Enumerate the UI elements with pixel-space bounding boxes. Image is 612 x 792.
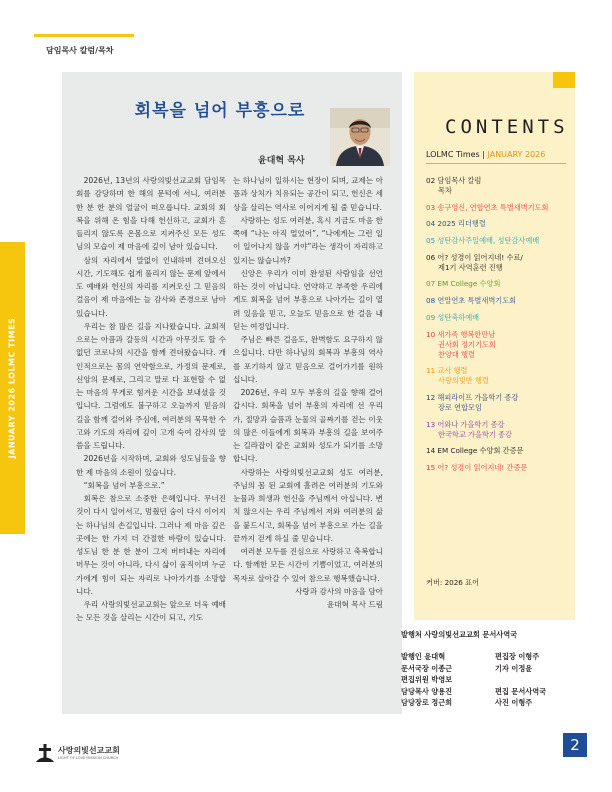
paragraph: 여러분 모두를 진심으로 사랑하고 축복합니다. 함께한 모든 시간이 기쁨이었고, 여러분의 목자로 살아갈 수 있어 참으로 행복했습니다.: [233, 547, 383, 583]
toc-subtitle-date: JANUARY 2026: [487, 150, 546, 159]
paragraph: 2026년, 우리 모두 부흥의 길을 향해 걸어갑시다. 회복을 넘어 부흥의 자리에 선 우리가, 절망과 슬픔과 눈물의 골짜기를 걷는 이웃의 많은 이들에게 회복과 부흥의 길을 보여주는 길라잡이 같은 교회와 성도가 되기를 소망합니다.: [233, 388, 383, 464]
toc-item[interactable]: 09 성탄축하예배: [426, 312, 480, 322]
header-accent-bar: [34, 34, 134, 37]
toc-item[interactable]: 12 해피라이프 가을학기 종강 장로 연합모임: [426, 392, 519, 412]
church-name: 사랑의빛선교교회: [58, 746, 120, 755]
paragraph: 사랑하는 사랑의빛선교교회 성도 여러분, 주님의 몸 된 교회에 흘려온 여러분의 기도와 눈물과 희생과 헌신을 주님께서 아십니다. 변치 않으시는 우리 주님께서 저와 여러분의 삶을 붙드시고, 회복을 넘어 부흥으로 가는 길을 끝까지 걷게 하실 줄 믿습니다.: [233, 467, 383, 543]
publisher-credits: [401, 651, 571, 709]
church-logo-icon: [34, 742, 56, 764]
toc-item[interactable]: 14 EM College 수양회 간증문: [426, 446, 524, 456]
paragraph: 우리 사랑의빛선교교회는 앞으로 더욱 예배는 모든 것을 살리는 시간이 되고, 기도: [76, 600, 226, 623]
paragraph: 신앙은 우리가 이미 완성된 사람임을 선언하는 것이 아닙니다. 연약하고 부족한 우리에게도 회복을 넘어 부흥으로 나아가는 길이 열려 있음을 믿고, 오늘도 믿음으로 한 걸음 내딛는 여정입니다.: [233, 268, 383, 331]
paragraph: 주님은 빠른 걸음도, 완벽함도 요구하지 않으십니다. 다만 하나님의 회복과 부흥의 역사를 포기하지 않고 믿음으로 걸어가기를 원하십니다.: [233, 335, 383, 384]
author-name: 윤대혁 목사: [258, 156, 305, 166]
credit-row: 담당목사 양용진 편집 문서사역국: [401, 686, 547, 696]
contents-title: CONTENTS: [445, 116, 569, 138]
article-column-right: [233, 174, 383, 611]
article-title: 회복을 넘어 부흥으로: [134, 101, 306, 121]
toc-item[interactable]: 08 연말연초 특별새벽기도회: [426, 296, 517, 306]
credit-row: 편집위원 박영보: [401, 675, 453, 685]
toc-subtitle: [426, 150, 545, 159]
toc-subtitle-prefix: LOLMC Times |: [426, 150, 485, 159]
toc-item[interactable]: 06 어? 성경이 읽어지네! 수료/ 제1기 사역훈련 진행: [426, 252, 523, 272]
credit-row: 문서국장 이종근 기자 이정윤: [401, 663, 533, 673]
paragraph: 2026년, 13년의 사랑의빛선교교회 담임목회를 감당하며 한 해의 문턱에 서니, 여러분 한 분 한 분의 얼굴이 떠오릅니다. 교회의 회복을 위해 온 힘을 다해 헌신하고, 교회가 흔들리지 않도록 온몸으로 지켜주신 모든 성도님의 모습이 제 마음에 깊이 남아 있습니다.: [76, 176, 226, 252]
toc-item[interactable]: 13 어와나 가을학기 종강 한국학교 가을학기 종강: [426, 419, 513, 439]
toc-cover-note: 커버: 2026 표어: [426, 578, 480, 587]
credit-row: 발행인 윤대혁 편집장 이형주: [401, 652, 540, 661]
toc-accent-block: [553, 72, 575, 88]
paragraph: “회복을 넘어 부흥으로.”: [83, 480, 165, 490]
author-portrait-icon: [330, 108, 390, 166]
paragraph: 는 하나님이 일하시는 현장이 되며, 교제는 아픔과 상처가 치유되는 공간이 되고, 헌신은 세상을 살리는 역사로 이어지게 될 줄 믿습니다.: [233, 176, 383, 212]
paragraph: 2026년을 시작하며, 교회와 성도님들을 향한 제 마음의 소원이 있습니다.: [76, 454, 226, 477]
toc-list: [426, 176, 568, 480]
toc-item[interactable]: 10 새가족 행복한만남 권사회 정기기도회 찬양대 행렬: [426, 329, 496, 359]
toc-item[interactable]: 11 교사 행렬 사랑의빛반 행렬: [426, 366, 489, 386]
article-column-left: [76, 174, 226, 625]
toc-item[interactable]: 07 EM College 수양회: [426, 279, 501, 289]
closing-line: 사랑과 감사의 마음을 담아: [295, 586, 383, 596]
credit-row: 담당장로 정근희 사진 이형주: [401, 698, 533, 708]
author-photo: [330, 108, 390, 166]
section-label: 담임목사 칼럼/목차: [46, 46, 114, 55]
paragraph: 삼의 자리에서 말없이 인내하며 견뎌오신 시간, 기도해도 쉽게 풀리지 않는 문제 앞에서도 예배와 헌신의 자리를 지켜오신 그 믿음의 걸음이 제 마음에는 늘 감사와 존경으로 남아 있습니다.: [76, 255, 226, 318]
paragraph: 회복은 참으로 소중한 은혜입니다. 무너진 것이 다시 일어서고, 멈췄던 숨이 다시 이어지는 하나님의 손길입니다. 그러나 제 마음 깊은 곳에는 한 가지 더 간절한 바람이 있습니다. 성도님 한 분 한 분이 그저 버텨내는 자리에 머무는 것이 아니라, 다시 삶이 움직이며 누군가에게 힘이 되는 자리로 나아가기를 소망합니다.: [76, 494, 226, 596]
page-number: 2: [563, 733, 587, 757]
paragraph: 우리는 참 많은 길을 지나왔습니다. 교회적으로는 아픔과 갈등의 시간과 아무것도 할 수 없던 코로나의 시간을 함께 견뎌왔습니다. 개인적으로는 몸의 연약함으로, 가정의 문제로, 신앙의 문제로, 그리고 말로 다 표현할 수 없는 마음의 무게로 힘겨운 시간을 보내셨을 것입니다. 그럼에도 불구하고 오늘까지 믿음의 길을 함께 걸어와 주심에, 여러분의 묵묵한 수고와 기도의 자리에 깊이 고개 숙여 감사의 말씀을 드립니다.: [76, 321, 226, 450]
publisher-heading: 발행처 사랑의빛선교교회 문서사역국: [401, 630, 518, 639]
closing-signature: 윤대혁 목사 드림: [326, 600, 383, 609]
toc-divider: [426, 163, 566, 164]
side-tab-text: JANUARY 2026 LOLMC TIMES: [7, 317, 17, 459]
toc-item[interactable]: 05 성탄감사주일예배, 성탄감사예배: [426, 236, 540, 246]
toc-item[interactable]: 03 송구영신, 연합연초 특별새벽기도회: [426, 202, 549, 212]
toc-item[interactable]: 04 2025 리더행렬: [426, 219, 486, 229]
church-subtitle: LIGHT OF LOVE MISSION CHURCH: [58, 756, 119, 760]
paragraph: 사랑하는 성도 여러분, 혹시 지금도 마음 한쪽에 “나는 아직 멀었어”, “나에게는 그런 일이 일어나지 않을 거야”라는 생각이 자리하고 있지는 않습니까?: [233, 215, 383, 265]
toc-item[interactable]: 15 어? 성경이 읽어지네! 간증문: [426, 462, 528, 472]
toc-item[interactable]: 02 담임목사 칼럼 목차: [426, 176, 482, 195]
